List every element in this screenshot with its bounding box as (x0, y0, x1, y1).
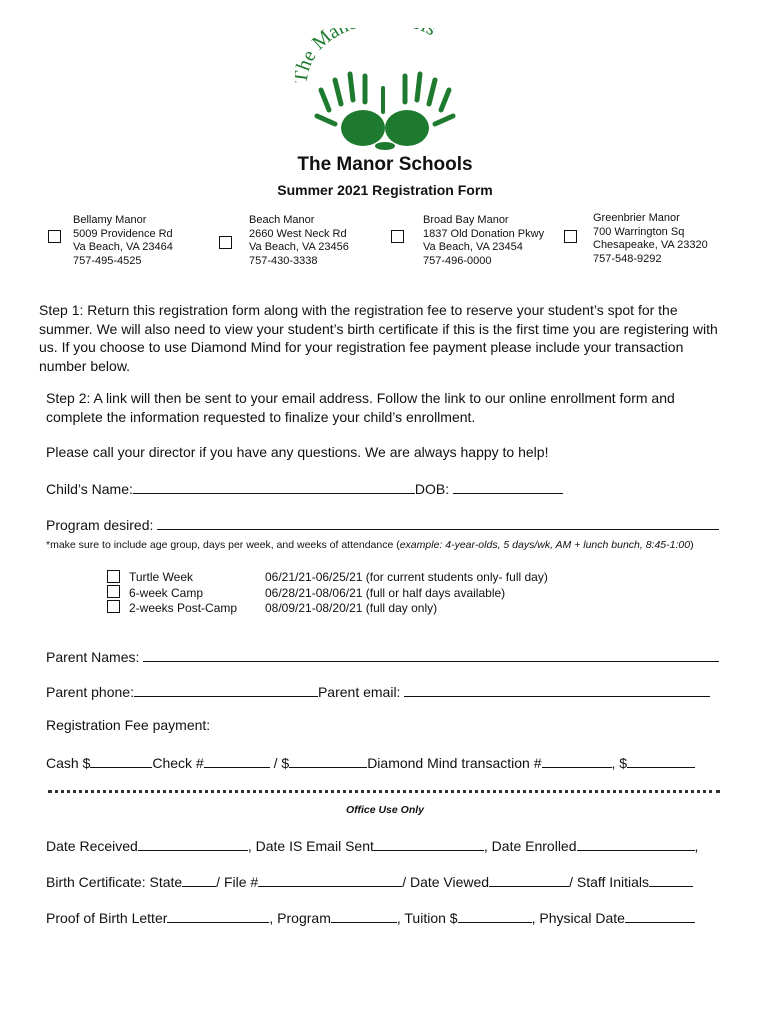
program-desired-row (46, 515, 719, 533)
checkbox-bellamy[interactable] (48, 230, 61, 243)
date-is-email-label: , Date IS Email Sent (247, 838, 374, 854)
child-name-field[interactable] (133, 479, 415, 494)
step-2-text: Step 2: A link will then be sent to your email address. Follow the link to our online enrollment form and complete the information requested to finalize your child’s enrollment. (46, 390, 675, 425)
check-field[interactable] (204, 753, 270, 768)
camp-date: 08/09/21-08/20/21 (full day only) (265, 601, 438, 615)
checkbox-turtle-week[interactable] (107, 570, 120, 583)
date-received-label: Date Received (46, 838, 138, 854)
location-name: Broad Bay Manor (423, 214, 509, 226)
diamond-amount-label: , $ (611, 755, 628, 771)
date-viewed-field[interactable] (489, 872, 569, 887)
location-street: 1837 Old Donation Pkwy (423, 227, 545, 240)
camp-date: 06/21/21-06/25/21 (for current students only- full day) (265, 570, 548, 584)
camp-name: 6-week Camp (129, 585, 204, 600)
parent-email-field[interactable] (404, 682, 710, 697)
location-bellamy (73, 214, 173, 268)
birth-cert-label: Birth Certificate: State (46, 874, 183, 890)
location-city: Va Beach, VA 23464 (73, 241, 173, 254)
date-viewed-label: / Date Viewed (402, 874, 490, 890)
program-desired-field[interactable] (157, 515, 719, 530)
program-field[interactable] (331, 908, 397, 923)
parent-names-label: Parent Names: (46, 649, 140, 665)
camp-date: 06/28/21-08/06/21 (full or half days available) (265, 585, 506, 600)
location-street: 2660 West Neck Rd (249, 227, 347, 240)
logo-text: e Ma s (297, 28, 440, 66)
office-use-label: Office Use Only (345, 804, 424, 816)
location-city: Va Beach, VA 23454 (423, 241, 523, 254)
location-broad-bay (423, 214, 544, 268)
physical-date-field[interactable] (625, 908, 695, 923)
dob-label: DOB: (414, 481, 450, 497)
step-1-text: Step 1: Return this registration form along with the registration fee to reserve your student’s spot for the summer. We will also need to view your student’s birth certificate if this is the first time you are registering with us. If you choose to use Diamond Mind for your registration fee payment please include your transaction number below. (39, 302, 718, 374)
location-name: Greenbrier Manor (593, 212, 680, 224)
file-label: / File # (216, 874, 259, 890)
program-note (46, 539, 694, 551)
program-desired-label: Program desired: (46, 517, 154, 533)
birth-cert-state-field[interactable] (182, 872, 216, 887)
location-phone: 757-496-0000 (423, 254, 492, 267)
location-street: 5009 Providence Rd (73, 227, 173, 240)
location-beach (249, 214, 349, 268)
program-note-close: ) (690, 539, 694, 551)
row-end-comma: , (694, 838, 699, 854)
check-amount-field[interactable] (289, 753, 367, 768)
location-name: Beach Manor (249, 214, 315, 226)
location-greenbrier (593, 212, 708, 266)
location-city: Chesapeake, VA 23320 (593, 239, 708, 252)
program-note-example: example: 4-year-olds, 5 days/wk, AM + lunch bunch, 8:45-1:00 (399, 539, 691, 551)
form-title: The Manor Schools (297, 154, 473, 175)
camp-names (129, 570, 237, 617)
checkbox-post-camp[interactable] (107, 600, 120, 613)
tuition-label: , Tuition $ (396, 910, 458, 926)
camp-name: Turtle Week (129, 570, 194, 584)
program-label: , Program (269, 910, 331, 926)
dob-field[interactable] (453, 479, 563, 494)
diamond-amount-field[interactable] (627, 753, 695, 768)
checkbox-broad-bay[interactable] (391, 230, 404, 243)
child-name-row (46, 479, 563, 497)
diamond-field[interactable] (542, 753, 612, 768)
dotted-divider (48, 790, 720, 793)
date-enrolled-field[interactable] (577, 836, 695, 851)
check-label: Check # (152, 755, 204, 771)
checkbox-6-week-camp[interactable] (107, 585, 120, 598)
call-note: Please call your director if you have any questions. We are always happy to help! (46, 444, 549, 460)
proof-birth-label: Proof of Birth Letter (46, 910, 168, 926)
location-phone: 757-430-3338 (249, 254, 318, 267)
location-phone: 757-548-9292 (593, 252, 662, 265)
parent-phone-label: Parent phone: (46, 684, 134, 700)
camp-dates (265, 570, 548, 617)
date-received-field[interactable] (138, 836, 248, 851)
physical-date-label: , Physical Date (531, 910, 625, 926)
form-subtitle: Summer 2021 Registration Form (277, 182, 493, 198)
checkbox-greenbrier[interactable] (564, 230, 577, 243)
office-row-1 (46, 836, 698, 854)
diamond-label: Diamond Mind transaction # (367, 755, 542, 771)
camp-name: 2-weeks Post-Camp (129, 601, 238, 615)
location-street: 700 Warrington Sq (593, 225, 685, 238)
program-note-text: *make sure to include age group, days per week, and weeks of attendance ( (46, 539, 400, 551)
parent-email-label: Parent email: (317, 684, 401, 700)
parent-names-field[interactable] (143, 647, 719, 662)
parent-names-row (46, 647, 719, 665)
child-name-label: Child’s Name: (46, 481, 133, 497)
parent-contact-row (46, 682, 710, 700)
fee-payment-label: Registration Fee payment: (46, 717, 211, 733)
parent-phone-field[interactable] (134, 682, 318, 697)
check-amount-label: / $ (269, 755, 290, 771)
cash-label: Cash $ (46, 755, 91, 771)
office-row-3 (46, 908, 695, 926)
location-phone: 757-495-4525 (73, 254, 142, 267)
location-city: Va Beach, VA 23456 (249, 241, 349, 254)
checkbox-beach[interactable] (219, 236, 232, 249)
payment-row (46, 753, 695, 771)
staff-initials-field[interactable] (649, 872, 693, 887)
date-enrolled-label: , Date Enrolled (483, 838, 577, 854)
school-logo (295, 28, 475, 158)
tuition-field[interactable] (458, 908, 532, 923)
file-field[interactable] (258, 872, 402, 887)
office-row-2 (46, 872, 693, 890)
location-name: Bellamy Manor (73, 214, 147, 226)
cash-field[interactable] (90, 753, 152, 768)
date-is-email-field[interactable] (374, 836, 484, 851)
proof-birth-field[interactable] (167, 908, 269, 923)
staff-initials-label: / Staff Initials (569, 874, 649, 890)
